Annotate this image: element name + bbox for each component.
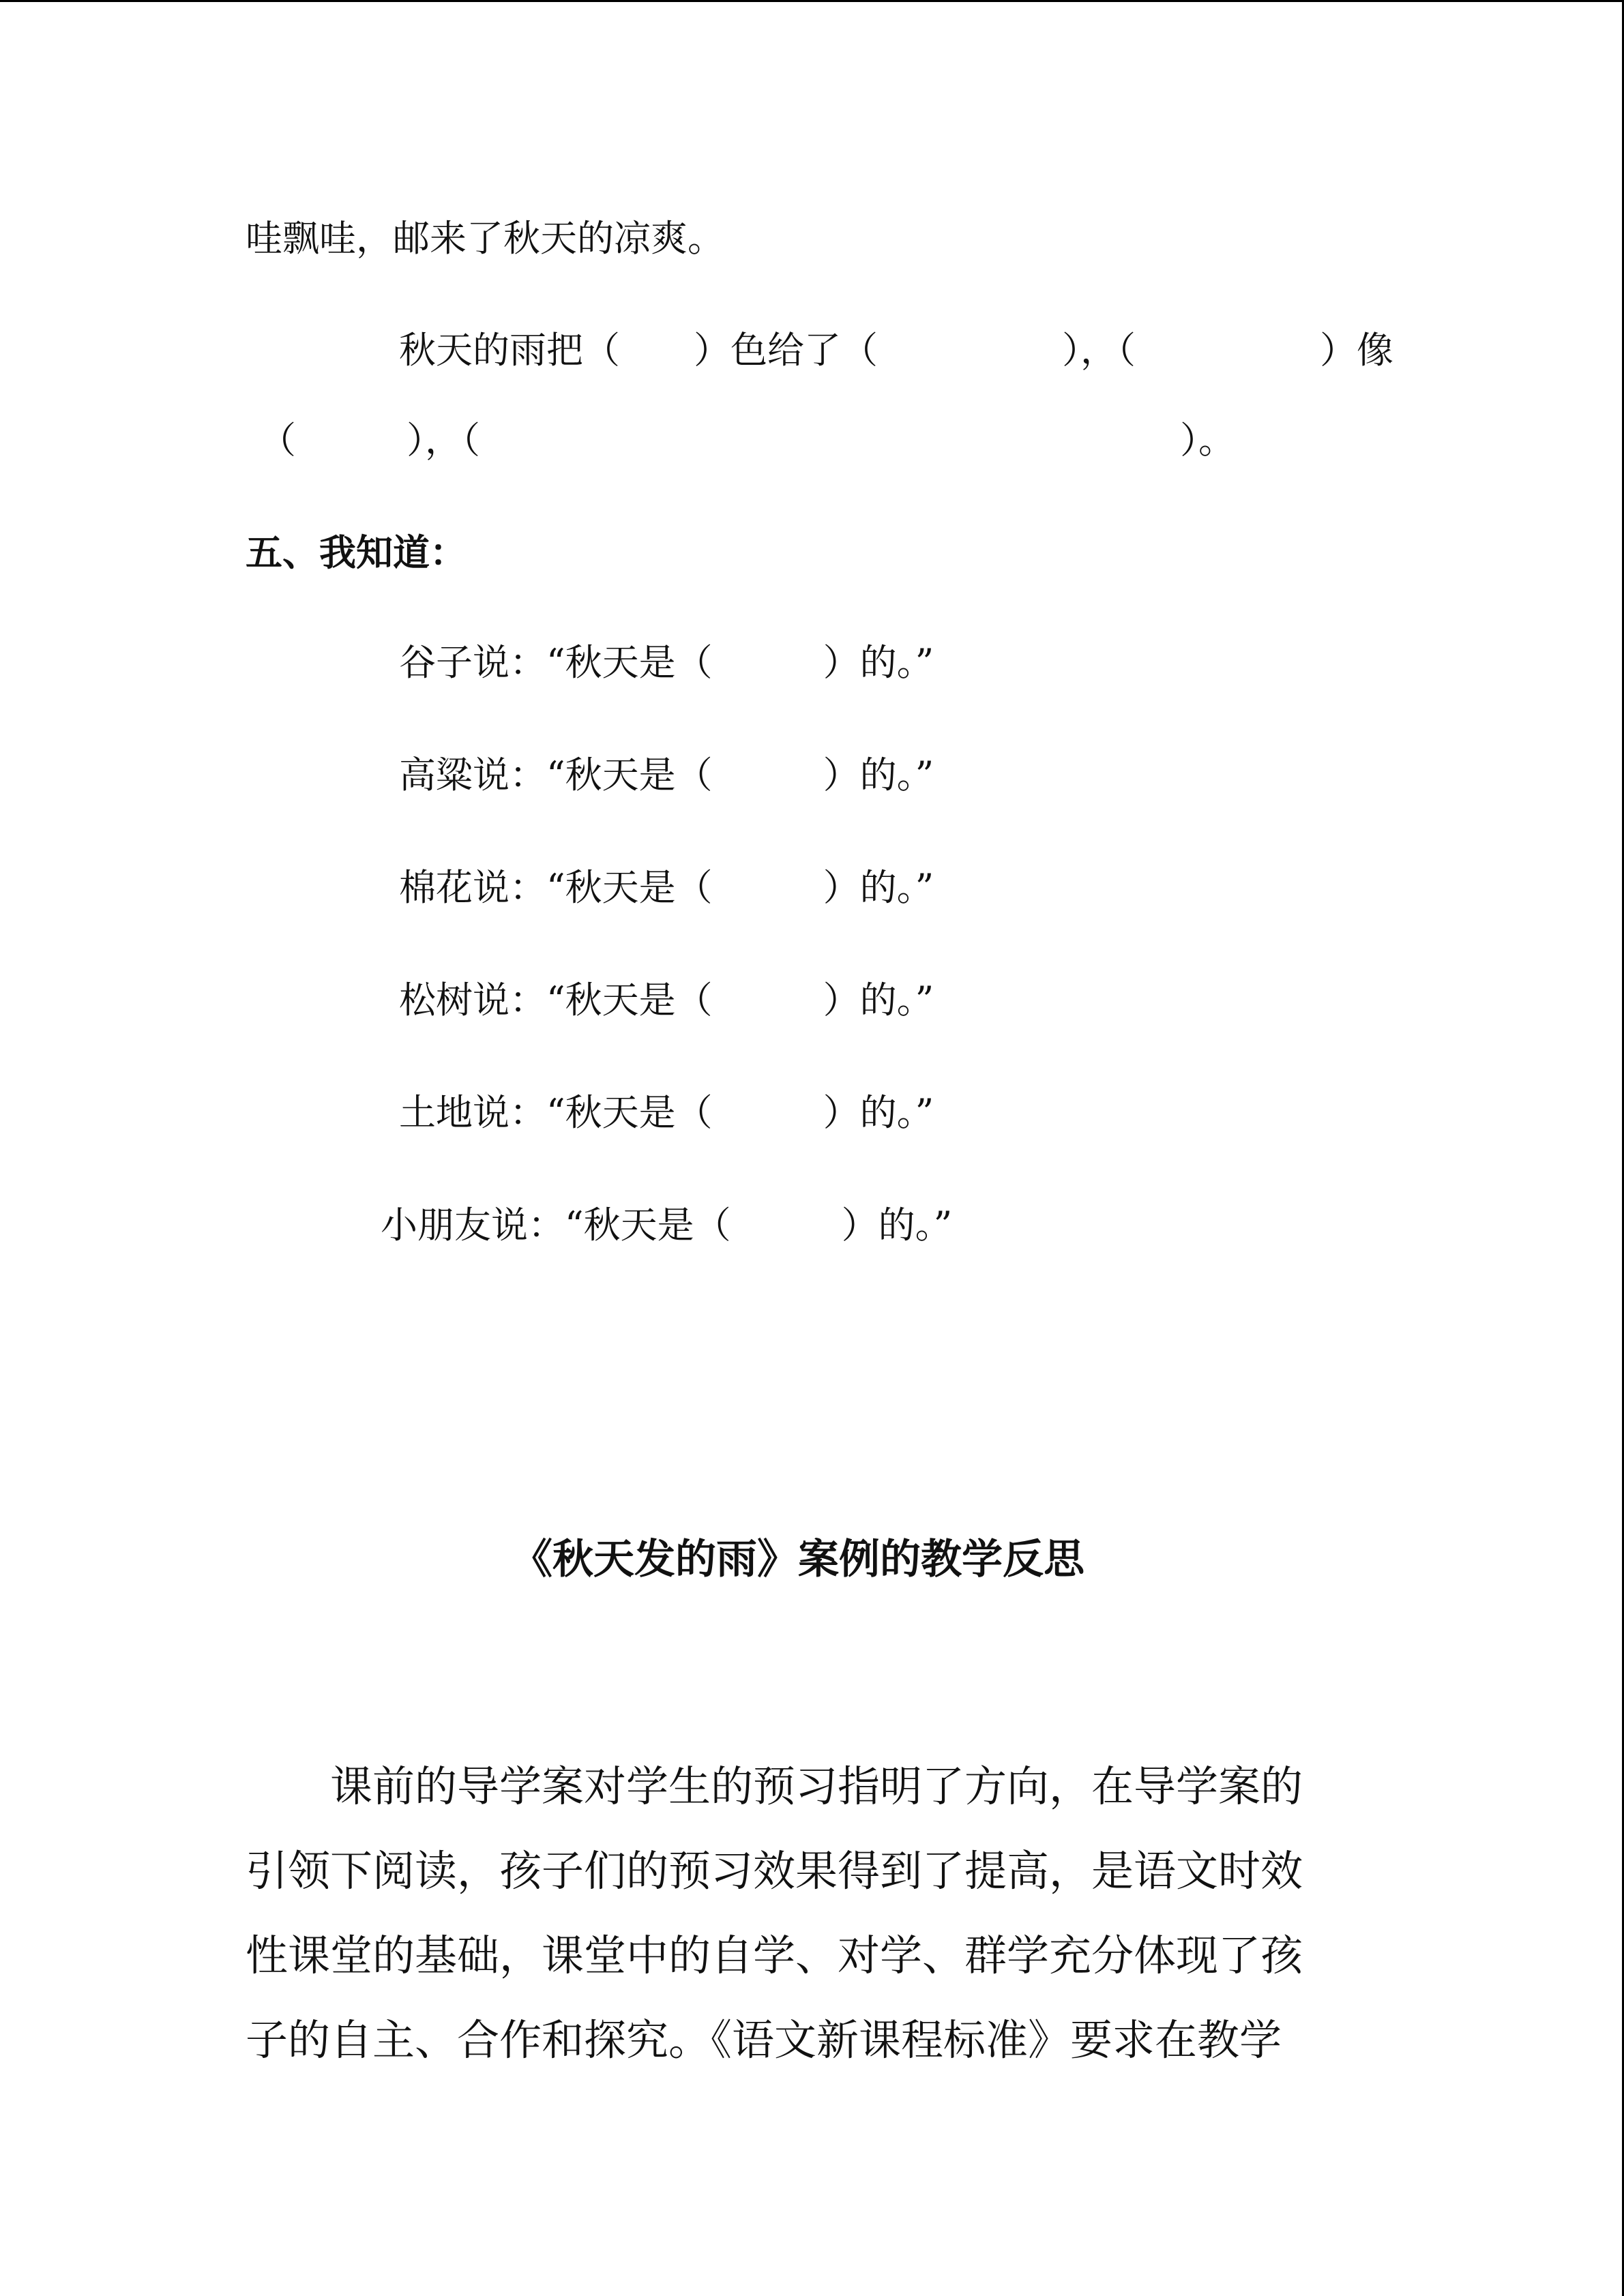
list-item: 棉花说：“秋天是（ ）的。” (399, 866, 934, 909)
list-item: 谷子说：“秋天是（ ）的。” (399, 641, 934, 684)
list-item: 高粱说：“秋天是（ ）的。” (399, 754, 934, 796)
section-heading: 五、我知道： (246, 531, 467, 574)
text-line: 哇飘哇，邮来了秋天的凉爽。 (246, 217, 724, 260)
page-border-top (0, 0, 1624, 2)
list-item: 土地说：“秋天是（ ）的。” (399, 1091, 934, 1134)
paragraph-line: 性课堂的基础，课堂中的自学、对学、群学充分体现了孩 (246, 1930, 1303, 1980)
document-title: 《秋天发的雨》案例的教学反思 (512, 1536, 1084, 1583)
fill-blank-line: 秋天的雨把（ ）色给了（ ），（ ）像 (399, 329, 1393, 372)
list-item: 松树说：“秋天是（ ）的。” (399, 979, 934, 1022)
paragraph-line: 课前的导学案对学生的预习指明了方向，在导学案的 (246, 1761, 1303, 1811)
paragraph-line: 子的自主、合作和探究。《语文新课程标准》要求在教学 (246, 2015, 1282, 2065)
paragraph-line: 引领下阅读，孩子们的预习效果得到了提高，是语文时效 (246, 1846, 1303, 1896)
fill-blank-line: （ ），（ ）。 (259, 419, 1235, 462)
list-item: 小朋友说：“秋天是（ ）的。” (381, 1204, 953, 1247)
